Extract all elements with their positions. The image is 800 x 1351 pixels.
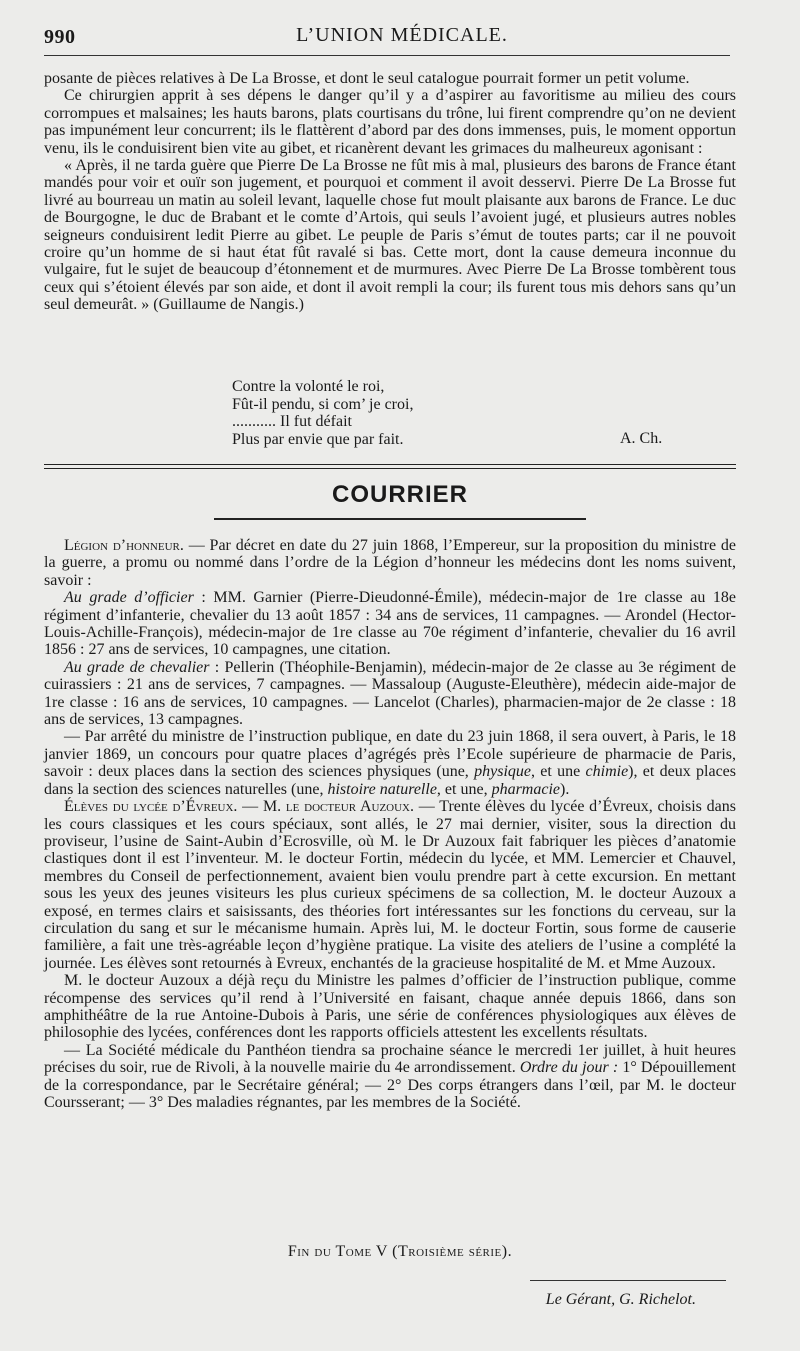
chevalier-heading: Au grade de chevalier xyxy=(64,658,210,676)
evreux-heading: Élèves du lycée d’Évreux. — M. le docteur Auzoux. xyxy=(64,798,414,816)
manager-signature: Le Gérant, G. Richelot. xyxy=(545,1291,696,1308)
paragraph-quotation: « Après, il ne tarda guère que Pierre De La Brosse ne fût mis à mal, plusieurs des barons de France étant mandés pour voir et ouïr son jugement, et pourquoi et comment il avoit desservi. Pierre De La Brosse fut livré au bourreau un matin au soleil levant, laquelle chose fut moult plaisante aux barons de France. Le duc de Bourgogne, le duc de Brabant et le comte d’Artois, qui seuls l’avoient jugé, et plusieurs autres nobles seigneurs conduisirent ledit Pierre au gibet. Le peuple de Paris s’émut de toutes parts; car il ne pouvoit croire qu’un homme de si haut état fût ravalé si bas. Cette mort, dont la cause demeura inconnue du vulgaire, fut le sujet de beaucoup d’étonnement et de murmures. Avec Pierre De La Brosse tombèrent tous ceux qui s’étoient élevés par son aide, et dont il avoit rempli la cour; ils furent tous mis dehors sans qu’un seul demeurât. » (Guillaume de Nangis.) xyxy=(44,157,736,314)
article-signature: A. Ch. xyxy=(620,430,663,447)
verse-line: ........... Il fut défait xyxy=(232,413,352,430)
evreux-paragraph: Élèves du lycée d’Évreux. — M. le docteur Auzoux. — Trente élèves du lycée d’Évreux, choisis dans les cours classiques et les cours spéciaux, sont allés, le 27 mai dernier, visiter, sous la direction du proviseur, l’usine de Saint-Aubin d’Ecrosville, où M. le Dr Auzoux fait fabriquer les pièces d’anatomie clastiques dont il est l’inventeur. M. le docteur Fortin, médecin du lycée, et MM. Lemercier et Chauvel, membres du Conseil de perfectionnement, avaient bien voulu prendre part à cette excursion. En mettant sous les yeux des jeunes visiteurs les plus curieux spécimens de sa collection, M. le docteur Auzoux a exposé, en termes clairs et saisissants, des théories fort intéressantes sur les fonctions du cerveau, sur la circulation du sang et sur le mécanisme humain. Après lui, M. le docteur Fortin, sous forme de causerie familière, a fait une très-agréable leçon d’hygiène pratique. La visite des ateliers de l’usine a complété la journée. Les élèves sont retournés à Evreux, enchantés de la gracieuse hospitalité de M. et Mme Auzoux. xyxy=(44,798,736,972)
verse-block xyxy=(232,378,672,448)
title-underline xyxy=(214,518,586,520)
societe-paragraph: — La Société médicale du Panthéon tiendra sa prochaine séance le mercredi 1er juillet, à huit heures précises du soir, rue de Rivoli, à la nouvelle mairie du 4e arrondissement. Ordre du jour : 1° Dépouillement de la correspondance, par le Secrétaire général; — 2° Des corps étrangers dans l’œil, par M. le docteur Coursserant; — 3° Des maladies régnantes, par les membres de la Société. xyxy=(44,1041,737,1111)
auzoux-paragraph: M. le docteur Auzoux a déjà reçu du Ministre les palmes d’officier de l’instruction publique, comme récompense des services qu’il rend à l’Université en faisant, chaque année depuis 1866, dans son amphithéâtre de la rue Antoine-Dubois à Paris, une série de conférences physiologiques aux élèves de philosophie des lycées, conférences dont les rapports officiels attestent les excellents résultats. xyxy=(44,972,736,1042)
agregation-paragraph: — Par arrêté du ministre de l’instruction publique, en date du 23 juin 1868, il sera ouvert, à Paris, le 18 janvier 1869, un concours pour quatre places d’agrégés près l’Ecole supérieure de pharmacie de Paris, savoir : deux places dans la section des sciences physiques (une, physique, et une chimie), et deux places dans la section des sciences naturelles (une, histoire naturelle, et une, pharmacie). xyxy=(44,728,737,798)
section-title: COURRIER xyxy=(331,481,468,508)
paragraph-intro: posante de pièces relatives à De La Brosse, et dont le seul catalogue pourrait former un petit volume. xyxy=(44,70,690,87)
officier-paragraph: Au grade d’officier : MM. Garnier (Pierre-Dieudonné-Émile), médecin-major de 1re classe au 18e régiment d’infanterie, chevalier du 13 août 1857 : 34 ans de services, 11 campagnes. — Arondel (Hector-Louis-Achille-François), médecin-major de 1re classe au 70e régiment d’infanterie, chevalier du 16 avril 1856 : 27 ans de services, 10 campagnes, une citation. xyxy=(44,589,737,659)
page-header xyxy=(44,18,760,52)
end-of-volume: Fin du Tome V (Troisième série). xyxy=(287,1243,513,1260)
header-rule xyxy=(44,55,730,56)
signature-rule xyxy=(530,1280,726,1281)
article-continuation xyxy=(44,70,736,314)
courrier-body xyxy=(44,537,736,1111)
chevalier-paragraph: Au grade de chevalier : Pellerin (Théophile-Benjamin), médecin-major de 2e classe au 3e régiment de cuirassiers : 21 ans de services, 7 campagnes. — Massaloup (Auguste-Eleuthère), médecin aide-major de 1re classe : 16 ans de services, 10 campagnes. — Lancelot (Charles), pharmacien-major de 2e classe : 18 ans de services, 13 campagnes. xyxy=(44,658,736,729)
verse-line: Fût-il pendu, si com’ je croi, xyxy=(232,395,414,413)
verse-line: Plus par envie que par fait. xyxy=(232,430,404,448)
running-title: L’UNION MÉDICALE. xyxy=(296,24,508,46)
section-divider xyxy=(44,464,736,469)
legion-heading: Légion d’honneur. xyxy=(64,537,184,554)
paragraph-surgeon: Ce chirurgien apprit à ses dépens le danger qu’il y a d’aspirer au favoritisme au milieu des cours corrompues et malsaines; les hauts barons, plats courtisans du trône, lui firent comprendre qu’on ne devient pas impunément leur concurrent; ils le flattèrent d’abord par des dons immenses, puis, le moment opportun venu, ils le conduisirent bien vite au gibet, et ricanèrent devant les grimaces du malheureux agonisant : xyxy=(44,87,736,157)
page-number: 990 xyxy=(44,26,76,48)
verse-line: Contre la volonté le roi, xyxy=(232,378,385,395)
officier-heading: Au grade d’officier xyxy=(64,589,194,607)
legion-paragraph: Légion d’honneur. — Par décret en date du 27 juin 1868, l’Empereur, sur la proposition du ministre de la guerre, a promu ou nommé dans l’ordre de la Légion d’honneur les médecins dont les noms suivent, savoir : xyxy=(44,537,736,589)
